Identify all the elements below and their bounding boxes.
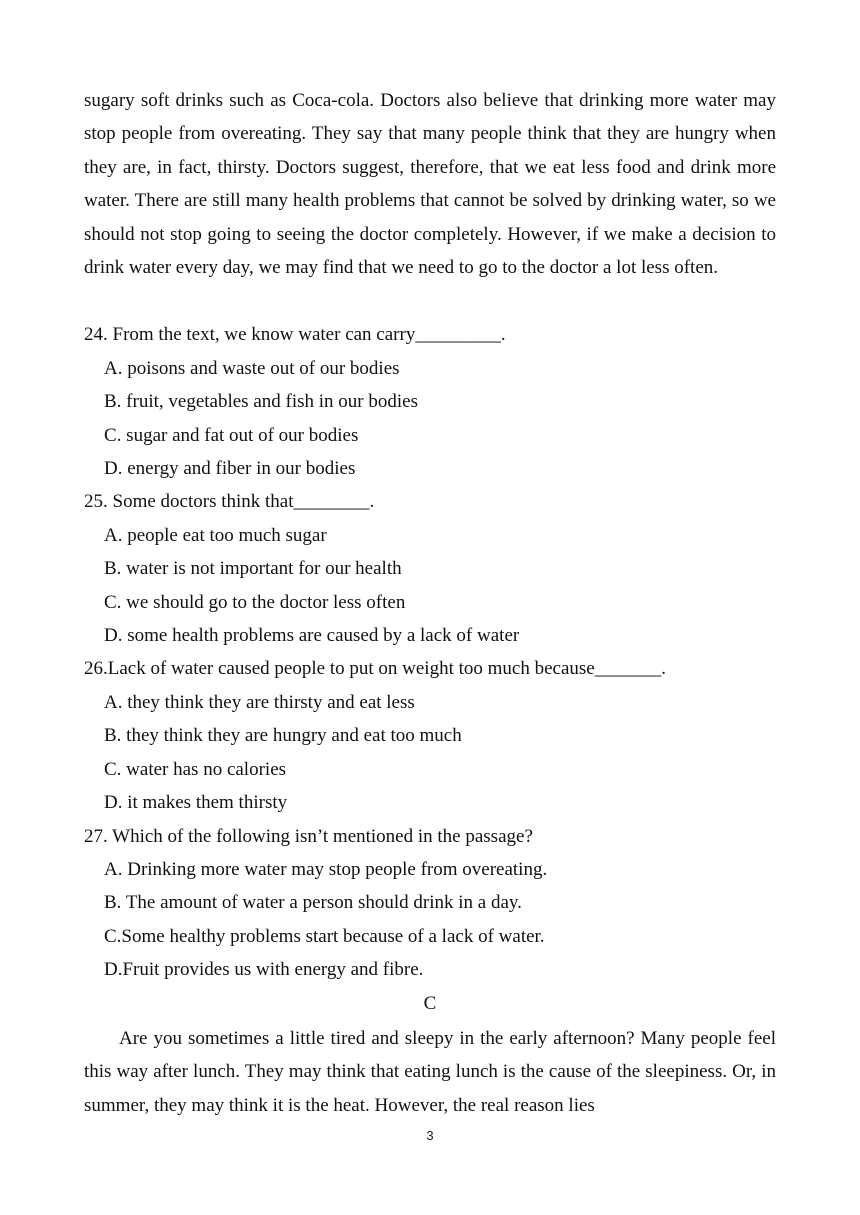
question-25-stem: 25. Some doctors think that________. — [84, 491, 375, 512]
question-27-option-c: C.Some healthy problems start because of a lack of water. — [104, 926, 545, 947]
question-26-option-d: D. it makes them thirsty — [104, 792, 288, 813]
question-24-option-c: C. sugar and fat out of our bodies — [104, 425, 359, 446]
question-26-option-b: B. they think they are hungry and eat too much — [104, 725, 462, 746]
question-27-option-a: A. Drinking more water may stop people from overeating. — [104, 859, 548, 880]
passage-b-ending-paragraph: sugary soft drinks such as Coca-cola. Doctors also believe that drinking more water may stop people from overeating. They say that many people think that they are hungry when they are, in fact, thirsty. Doctors suggest, therefore, that we eat less food and drink more water. There are still many health problems that cannot be solved by drinking water, so we should not stop going to seeing the doctor completely. However, if we make a decision to drink water every day, we may find that we need to go to the doctor a lot less often. — [84, 90, 776, 279]
page-number: 3 — [426, 1128, 434, 1143]
question-25-option-a: A. people eat too much sugar — [104, 525, 327, 546]
question-24-stem: 24. From the text, we know water can carry_________. — [84, 324, 506, 345]
question-25-option-b: B. water is not important for our health — [104, 558, 402, 579]
passage-c-opening-paragraph: Are you sometimes a little tired and sleepy in the early afternoon? Many people feel this way after lunch. They may think that eating lunch is the cause of the sleepiness. Or, in summer, they may think it is the heat. However, the real reason lies — [84, 1028, 776, 1116]
question-24-option-d: D. energy and fiber in our bodies — [104, 458, 356, 479]
question-24-option-a: A. poisons and waste out of our bodies — [104, 358, 400, 379]
question-25-option-d: D. some health problems are caused by a lack of water — [104, 625, 520, 646]
question-26-stem: 26.Lack of water caused people to put on weight too much because_______. — [84, 658, 666, 679]
section-c-heading: C — [423, 993, 437, 1014]
question-25-option-c: C. we should go to the doctor less often — [104, 592, 406, 613]
question-26-option-a: A. they think they are thirsty and eat less — [104, 692, 415, 713]
question-27-stem: 27. Which of the following isn’t mentioned in the passage? — [84, 826, 533, 847]
question-27-option-b: B. The amount of water a person should drink in a day. — [104, 892, 522, 913]
question-27-option-d: D.Fruit provides us with energy and fibre. — [104, 959, 424, 980]
question-26-option-c: C. water has no calories — [104, 759, 287, 780]
question-24-option-b: B. fruit, vegetables and fish in our bodies — [104, 391, 418, 412]
